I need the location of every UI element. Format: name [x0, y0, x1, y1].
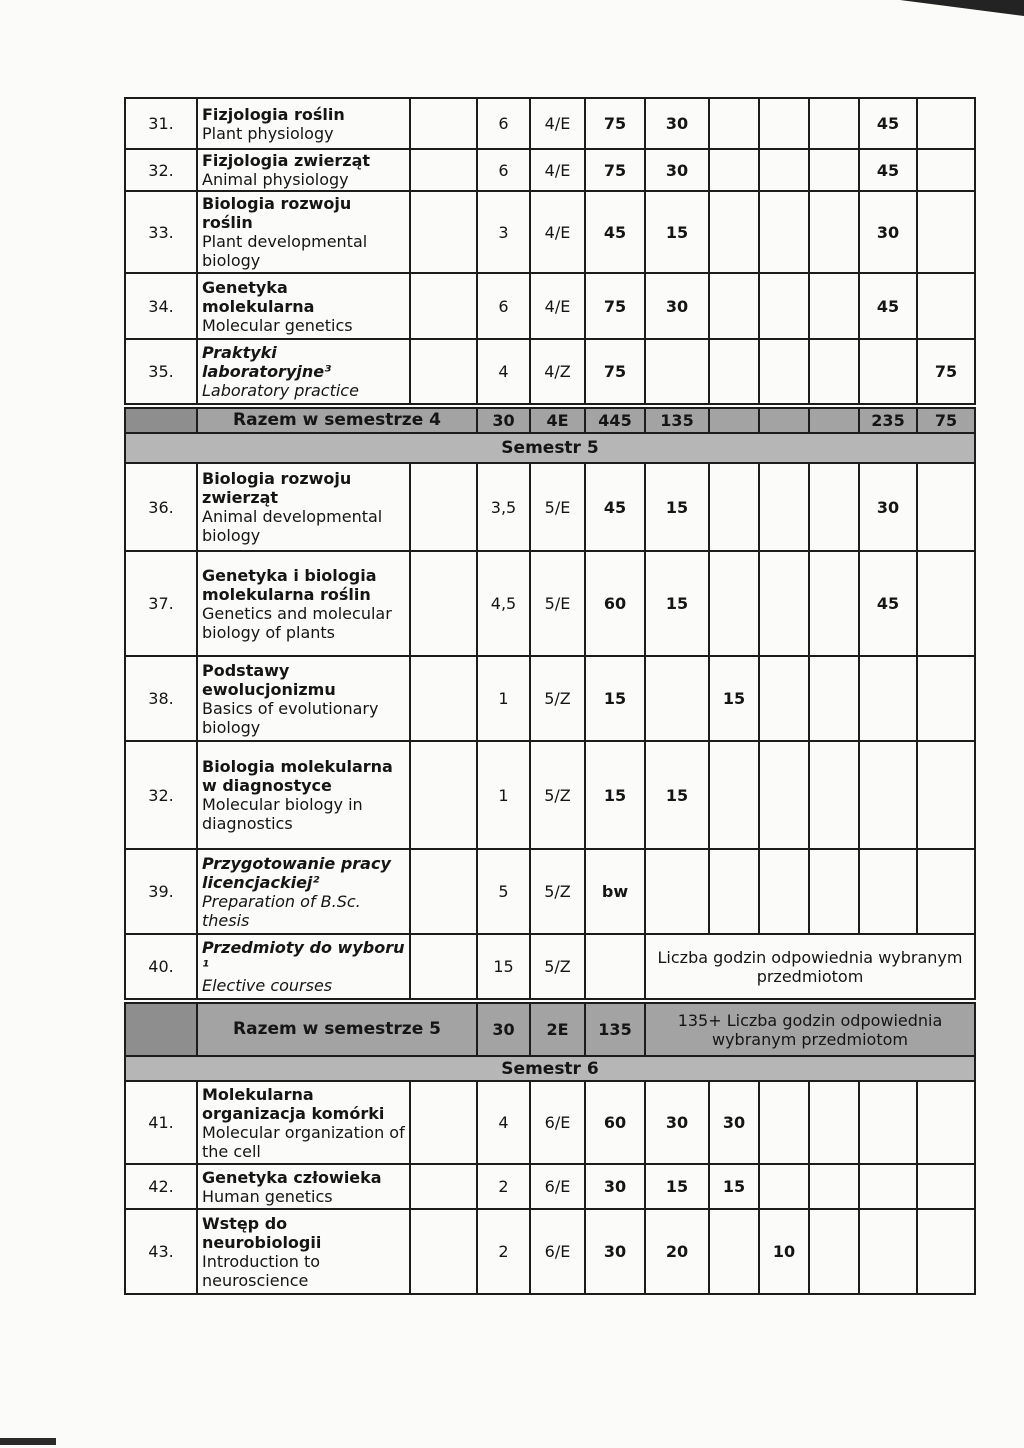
hours-cell [809, 849, 859, 934]
course-name-en: Animal developmental biology [202, 507, 383, 545]
exam-cell: 4/E [530, 273, 585, 339]
hours-cell [709, 741, 759, 849]
hours-cell [809, 1164, 859, 1209]
exam-cell: 5/E [530, 463, 585, 551]
hours-cell [859, 849, 917, 934]
hours-total-cell [709, 406, 759, 433]
semester-header: Semestr 5 [125, 433, 975, 463]
hours-cell [917, 741, 975, 849]
course-row [125, 273, 975, 339]
hours-cell [809, 1081, 859, 1164]
course-name-pl: Genetyka i biologia molekularna roślin [202, 565, 377, 604]
course-name-pl: Przedmioty do wyboru ¹ [202, 938, 405, 976]
empty-cell [410, 149, 477, 191]
hours-cell [759, 1164, 809, 1209]
course-number: 39. [125, 849, 197, 934]
course-number: 32. [125, 741, 197, 849]
course-name-pl: Genetyka człowieka [202, 1167, 382, 1187]
hours-total-cell: 75 [917, 406, 975, 433]
hours-cell: 15 [585, 656, 645, 741]
course-name [197, 1164, 410, 1209]
hours-cell: 30 [645, 98, 709, 149]
hours-cell [759, 273, 809, 339]
course-row [125, 741, 975, 849]
hours-cell [809, 656, 859, 741]
course-name-pl: Przygotowanie pracy licencjackiej² [202, 853, 391, 892]
exam-cell: 4/E [530, 191, 585, 273]
hours-cell [917, 98, 975, 149]
course-number: 36. [125, 463, 197, 551]
course-name-en: Molecular biology in diagnostics [202, 795, 363, 833]
hours-cell [645, 656, 709, 741]
hours-cell: 30 [709, 1081, 759, 1164]
hours-cell [859, 1164, 917, 1209]
hours-cell [917, 656, 975, 741]
hours-cell [759, 339, 809, 406]
course-number: 43. [125, 1209, 197, 1294]
ects-cell: 6 [477, 149, 530, 191]
hours-cell [917, 551, 975, 656]
empty-cell [410, 934, 477, 1001]
exam-cell: 4/Z [530, 339, 585, 406]
ects-total-cell: 30 [477, 1001, 530, 1056]
scan-shadow-top-right [900, 0, 1024, 16]
course-name-pl: Genetyka molekularna [202, 277, 315, 316]
hours-cell: 30 [645, 273, 709, 339]
empty-cell [410, 741, 477, 849]
empty-cell [410, 98, 477, 149]
ects-cell: 15 [477, 934, 530, 1001]
course-name-pl: Biologia rozwoju zwierząt [202, 469, 352, 507]
course-name-en: Preparation of B.Sc. thesis [202, 891, 361, 930]
ects-cell: 6 [477, 98, 530, 149]
hours-cell [809, 741, 859, 849]
hours-total-cell: 445 [585, 406, 645, 433]
hours-cell [585, 934, 645, 1001]
elective-hours-note: Liczba godzin odpowiednia wybranym przedmiotom [645, 934, 975, 1001]
ects-cell: 6 [477, 273, 530, 339]
course-name [197, 339, 410, 406]
hours-cell: 30 [859, 463, 917, 551]
exam-total-cell: 2E [530, 1001, 585, 1056]
empty-cell [410, 339, 477, 406]
study-plan-table [124, 97, 976, 1295]
hours-cell [709, 339, 759, 406]
exam-cell: 6/E [530, 1164, 585, 1209]
exam-cell: 5/Z [530, 656, 585, 741]
ects-cell: 5 [477, 849, 530, 934]
hours-cell [709, 273, 759, 339]
hours-cell [709, 551, 759, 656]
course-number: 41. [125, 1081, 197, 1164]
hours-cell [709, 149, 759, 191]
empty-cell [410, 849, 477, 934]
hours-cell [809, 463, 859, 551]
course-row [125, 1209, 975, 1294]
hours-cell [917, 149, 975, 191]
empty-cell [410, 191, 477, 273]
hours-cell: 15 [645, 191, 709, 273]
course-name [197, 98, 410, 149]
semester-5-section [125, 433, 975, 1056]
hours-cell [809, 98, 859, 149]
hours-cell [759, 463, 809, 551]
course-name-pl: Podstawy ewolucjonizmu [202, 660, 336, 699]
course-row [125, 849, 975, 934]
hours-cell: 15 [645, 741, 709, 849]
hours-cell: 75 [585, 339, 645, 406]
course-name [197, 1081, 410, 1164]
hours-cell: 30 [859, 191, 917, 273]
empty-cell [410, 551, 477, 656]
hours-cell [709, 1209, 759, 1294]
course-name [197, 149, 410, 191]
hours-total-cell [809, 406, 859, 433]
course-name-en: Plant developmental biology [202, 232, 368, 270]
hours-total-cell: 135 [645, 406, 709, 433]
hours-cell: 75 [917, 339, 975, 406]
scan-shadow-bottom-left [0, 1438, 56, 1445]
hours-cell: 30 [585, 1209, 645, 1294]
semester-header-row [125, 433, 975, 463]
hours-cell [917, 849, 975, 934]
hours-cell: 75 [585, 273, 645, 339]
summary-label: Razem w semestrze 4 [197, 406, 477, 433]
course-row [125, 191, 975, 273]
hours-cell [645, 339, 709, 406]
empty-cell [410, 656, 477, 741]
ects-cell: 1 [477, 741, 530, 849]
hours-cell: 75 [585, 149, 645, 191]
hours-total-cell: 135 [585, 1001, 645, 1056]
course-name [197, 463, 410, 551]
hours-cell [859, 1209, 917, 1294]
exam-cell: 6/E [530, 1081, 585, 1164]
hours-cell [809, 551, 859, 656]
hours-cell [859, 656, 917, 741]
empty-cell [410, 1209, 477, 1294]
semester-4-section [125, 98, 975, 433]
course-number: 35. [125, 339, 197, 406]
hours-cell [759, 551, 809, 656]
hours-cell: 15 [709, 1164, 759, 1209]
hours-cell [759, 741, 809, 849]
hours-cell: 30 [645, 1081, 709, 1164]
hours-cell: 45 [585, 463, 645, 551]
ects-cell: 1 [477, 656, 530, 741]
summary-hours-note: 135+ Liczba godzin odpowiednia wybranym przedmiotom [645, 1001, 975, 1056]
semester-header: Semestr 6 [125, 1056, 975, 1081]
course-row [125, 551, 975, 656]
empty-cell [125, 406, 197, 433]
hours-cell: 15 [709, 656, 759, 741]
course-name-en: Elective courses [202, 976, 333, 995]
hours-total-cell [759, 406, 809, 433]
course-name [197, 1209, 410, 1294]
hours-cell: 15 [645, 551, 709, 656]
hours-cell [759, 849, 809, 934]
course-name-pl: Biologia rozwoju roślin [202, 194, 352, 232]
hours-cell [917, 1081, 975, 1164]
ects-cell: 2 [477, 1164, 530, 1209]
hours-cell [709, 849, 759, 934]
hours-cell: 30 [645, 149, 709, 191]
course-name-en: Molecular genetics [202, 315, 353, 335]
exam-cell: 4/E [530, 149, 585, 191]
hours-cell [859, 1081, 917, 1164]
semester-summary-row [125, 1001, 975, 1056]
empty-cell [125, 1001, 197, 1056]
hours-cell: bw [585, 849, 645, 934]
ects-cell: 4,5 [477, 551, 530, 656]
course-name-pl: Fizjologia zwierząt [202, 151, 371, 170]
hours-cell [917, 1164, 975, 1209]
course-row [125, 98, 975, 149]
hours-cell: 10 [759, 1209, 809, 1294]
course-number: 34. [125, 273, 197, 339]
course-number: 38. [125, 656, 197, 741]
course-row [125, 149, 975, 191]
course-number: 31. [125, 98, 197, 149]
course-row [125, 339, 975, 406]
exam-cell: 5/Z [530, 741, 585, 849]
course-name-en: Human genetics [202, 1186, 333, 1206]
course-name [197, 551, 410, 656]
exam-cell: 5/Z [530, 934, 585, 1001]
course-name-en: Genetics and molecular biology of plants [202, 603, 392, 642]
empty-cell [410, 463, 477, 551]
course-row [125, 1164, 975, 1209]
course-name-en: Molecular organization of the cell [202, 1122, 405, 1161]
hours-cell [917, 273, 975, 339]
course-row [125, 1081, 975, 1164]
ects-cell: 2 [477, 1209, 530, 1294]
semester-summary-row [125, 406, 975, 433]
semester-6-section [125, 1056, 975, 1294]
hours-cell [809, 339, 859, 406]
hours-cell [645, 849, 709, 934]
ects-total-cell: 30 [477, 406, 530, 433]
summary-label: Razem w semestrze 5 [197, 1001, 477, 1056]
hours-cell: 15 [645, 463, 709, 551]
hours-cell: 30 [585, 1164, 645, 1209]
course-name [197, 273, 410, 339]
course-number: 33. [125, 191, 197, 273]
exam-cell: 4/E [530, 98, 585, 149]
course-number: 37. [125, 551, 197, 656]
course-name-en: Plant physiology [202, 123, 334, 143]
ects-cell: 4 [477, 339, 530, 406]
hours-cell: 45 [859, 551, 917, 656]
hours-cell: 15 [645, 1164, 709, 1209]
ects-cell: 3 [477, 191, 530, 273]
exam-cell: 5/Z [530, 849, 585, 934]
hours-cell [759, 98, 809, 149]
hours-cell: 15 [585, 741, 645, 849]
ects-cell: 3,5 [477, 463, 530, 551]
hours-cell [759, 149, 809, 191]
hours-total-cell: 235 [859, 406, 917, 433]
course-name [197, 934, 410, 1001]
hours-cell: 60 [585, 551, 645, 656]
hours-cell: 45 [859, 149, 917, 191]
course-number: 32. [125, 149, 197, 191]
hours-cell: 45 [859, 273, 917, 339]
hours-cell [917, 191, 975, 273]
course-row [125, 463, 975, 551]
hours-cell [759, 1081, 809, 1164]
semester-header-row [125, 1056, 975, 1081]
exam-total-cell: 4E [530, 406, 585, 433]
hours-cell [809, 149, 859, 191]
course-name-en: Introduction to neuroscience [202, 1251, 321, 1290]
hours-cell [759, 656, 809, 741]
course-name-pl: Molekularna organizacja komórki [202, 1084, 385, 1123]
hours-cell: 20 [645, 1209, 709, 1294]
hours-cell: 60 [585, 1081, 645, 1164]
course-name [197, 741, 410, 849]
hours-cell: 75 [585, 98, 645, 149]
hours-cell [759, 191, 809, 273]
course-name [197, 849, 410, 934]
course-name [197, 656, 410, 741]
ects-cell: 4 [477, 1081, 530, 1164]
hours-cell [709, 98, 759, 149]
course-number: 42. [125, 1164, 197, 1209]
course-name-pl: Biologia molekularna w diagnostyce [202, 757, 393, 795]
hours-cell [809, 1209, 859, 1294]
hours-cell: 45 [585, 191, 645, 273]
hours-cell [917, 463, 975, 551]
course-name-en: Laboratory practice [202, 381, 359, 400]
course-name-pl: Wstęp do neurobiologii [202, 1213, 322, 1252]
course-row [125, 656, 975, 741]
course-name-en: Basics of evolutionary biology [202, 698, 379, 737]
course-name-en: Animal physiology [202, 170, 349, 189]
empty-cell [410, 1164, 477, 1209]
course-name [197, 191, 410, 273]
hours-cell [809, 191, 859, 273]
hours-cell [709, 463, 759, 551]
course-number: 40. [125, 934, 197, 1001]
hours-cell: 45 [859, 98, 917, 149]
hours-cell [917, 1209, 975, 1294]
hours-cell [859, 339, 917, 406]
hours-cell [859, 741, 917, 849]
course-row [125, 934, 975, 1001]
hours-cell [709, 191, 759, 273]
exam-cell: 6/E [530, 1209, 585, 1294]
empty-cell [410, 1081, 477, 1164]
empty-cell [410, 273, 477, 339]
course-name-pl: Praktyki laboratoryjne³ [202, 343, 332, 381]
hours-cell [809, 273, 859, 339]
course-name-pl: Fizjologia roślin [202, 104, 345, 124]
exam-cell: 5/E [530, 551, 585, 656]
